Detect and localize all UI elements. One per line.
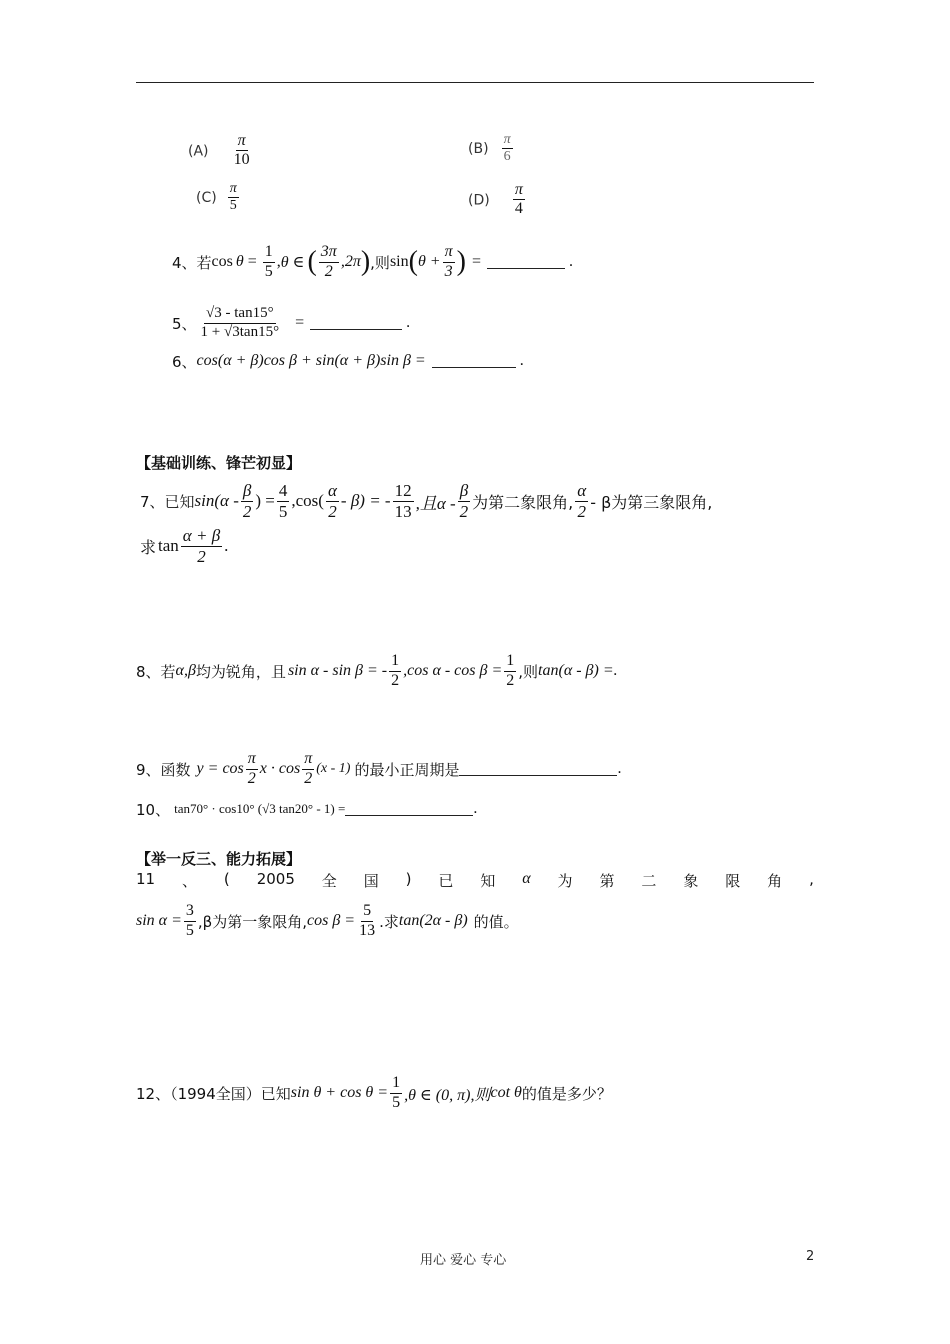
math-text: tan(2α - β) [398, 912, 468, 929]
fraction-numerator: π [502, 132, 513, 149]
question-label: 8、若 [136, 662, 176, 681]
math-text: 为第二象限角, [472, 492, 574, 512]
fraction [302, 750, 314, 788]
fraction-numerator: 3π [319, 243, 339, 262]
paren-left: ( [307, 246, 317, 277]
answer-blank[interactable] [345, 803, 473, 816]
option-d [468, 181, 527, 219]
question-label: 11 [136, 870, 156, 888]
question-8 [136, 648, 618, 694]
math-text: ,cos α - cos β = [403, 662, 503, 679]
question-10 [136, 798, 477, 820]
fraction-numerator: 1 [263, 243, 275, 262]
math-text: ,cos( [291, 491, 324, 510]
fraction-denominator: 3 [444, 262, 453, 280]
fraction-numerator: π [246, 750, 258, 769]
fraction-numerator: α + β [182, 525, 221, 545]
section-heading-advanced: 【举一反三、能力拓展】 [136, 850, 302, 868]
text-token: 象 [683, 872, 699, 890]
math-text: cot θ [490, 1084, 522, 1101]
math-text: - β为第三象限角, [590, 492, 713, 512]
fraction-numerator: β [242, 480, 252, 500]
fraction [389, 652, 401, 690]
fraction-denominator: 5 [264, 262, 273, 280]
math-text: ,β为第一象限角, [197, 912, 307, 931]
fraction-denominator: 2 [506, 671, 515, 689]
fraction-denominator: 5 [185, 921, 194, 939]
fraction-numerator: β [459, 480, 469, 500]
fraction [199, 305, 282, 341]
math-text: cos(α + β)cos β + sin(α + β)sin β = [196, 352, 426, 369]
question-label: 9、函数 [136, 760, 191, 779]
fraction-denominator: 2 [391, 671, 400, 689]
fraction-denominator: 6 [503, 149, 511, 165]
answer-blank[interactable] [432, 355, 516, 368]
fraction-numerator: π [443, 243, 455, 262]
paren-right: ) [360, 246, 371, 277]
math-text: sin θ + cos θ = [290, 1084, 389, 1101]
option-fraction [513, 181, 525, 219]
math-text: , [276, 253, 281, 270]
math-text: 的值。 [473, 912, 519, 931]
math-text: x · cos [259, 760, 301, 777]
text-token: 、 [182, 872, 198, 890]
fraction-numerator: 1 [390, 1074, 402, 1093]
math-text: tan [158, 536, 179, 555]
question-label: 6、 [172, 352, 197, 371]
fraction-denominator: 5 [278, 501, 288, 521]
fraction-numerator: 3 [184, 902, 196, 921]
section-heading-basic: 【基础训练、锋芒初显】 [136, 454, 302, 472]
question-11-line-2 [136, 898, 519, 944]
text-token: 知 [480, 872, 496, 890]
header-rule [136, 82, 814, 83]
question-label: 4、若 [172, 253, 212, 272]
option-label: (A) [188, 143, 209, 160]
option-fraction [232, 132, 252, 170]
text-token: 2005 [256, 870, 295, 888]
page-number: 2 [806, 1249, 815, 1264]
question-6 [172, 350, 524, 372]
math-text: ,则 [370, 253, 390, 272]
math-text: ,2π [340, 253, 361, 270]
text-token: ( [223, 870, 230, 888]
option-c [196, 181, 241, 214]
fraction [443, 243, 455, 281]
text-token: 第 [599, 872, 615, 890]
fraction-numerator: 12 [394, 480, 412, 500]
text-token: 国 [363, 872, 379, 890]
answer-blank[interactable] [310, 317, 402, 330]
option-label: (D) [468, 192, 490, 209]
question-label: 5、 [172, 314, 197, 333]
text-token: α [522, 870, 531, 887]
footer-slogan: 用心 爱心 专心 [420, 1253, 507, 1268]
fraction-denominator: 2 [197, 546, 206, 566]
question-11-line-1 [136, 870, 814, 891]
math-text: 均为锐角，且 [195, 662, 286, 681]
paren-left: ( [408, 246, 418, 277]
fraction [241, 481, 254, 521]
math-text: α,β [175, 662, 196, 679]
math-text: . [224, 536, 229, 555]
question-7-line-2 [140, 524, 228, 568]
math-text: tan(α - β) =. [538, 662, 618, 679]
fraction-numerator: π [513, 181, 525, 200]
fraction-numerator: π [228, 181, 239, 198]
fraction-denominator: 10 [233, 151, 250, 169]
fraction-numerator: 4 [278, 480, 288, 500]
answer-blank[interactable] [459, 763, 617, 776]
option-label: (C) [196, 190, 217, 207]
question-label: 12、（1994全国）已知 [136, 1084, 291, 1103]
question-5 [172, 300, 410, 346]
fraction-denominator: 2 [459, 501, 469, 521]
option-a [188, 132, 254, 170]
fraction-numerator: 1 [504, 652, 516, 671]
fraction [277, 481, 290, 521]
question-4 [172, 238, 573, 286]
math-text: .求 [379, 912, 399, 931]
option-fraction [228, 181, 239, 214]
fraction [184, 902, 196, 940]
text-token: 已 [438, 872, 454, 890]
fraction [263, 243, 275, 281]
fraction-numerator: 1 [389, 652, 401, 671]
math-text: . [568, 253, 573, 270]
fraction-numerator: π [236, 132, 248, 151]
math-text: = [295, 314, 305, 331]
math-text: . [617, 760, 622, 777]
fraction-denominator: 5 [392, 1093, 401, 1111]
math-text: . [473, 800, 478, 817]
fraction-numerator: π [302, 750, 314, 769]
question-7 [140, 478, 712, 524]
fraction-denominator: 13 [359, 921, 376, 939]
fraction-numerator: α [327, 480, 337, 500]
math-text: sin α - sin β = - [287, 662, 388, 679]
fraction [390, 1074, 402, 1112]
text-token: 二 [641, 872, 657, 890]
fraction [575, 481, 588, 521]
math-text: θ [235, 253, 244, 270]
fraction-denominator: 13 [394, 501, 412, 521]
fraction [357, 902, 377, 940]
option-b [468, 132, 515, 165]
math-text: sin(α - [194, 491, 239, 510]
math-text: ,θ ∈ (0, π),则 [404, 1086, 491, 1104]
math-text: cos β = [307, 912, 356, 929]
math-text: = [247, 253, 257, 270]
fraction-denominator: 2 [324, 262, 333, 280]
fraction-denominator: 2 [247, 769, 256, 787]
fraction-numerator: α [577, 480, 587, 500]
fraction [319, 243, 339, 281]
math-text: cos [211, 253, 233, 270]
fraction-denominator: 2 [242, 501, 252, 521]
math-text: tan70° · cos10° (√3 tan20° - 1) = [174, 801, 346, 816]
fraction [393, 481, 414, 521]
question-label: 7、已知 [140, 492, 195, 511]
fraction [504, 652, 516, 690]
fraction-numerator: 5 [361, 902, 373, 921]
question-12 [136, 1070, 612, 1116]
text-token: ) [405, 870, 412, 888]
question-9 [136, 746, 621, 792]
fraction-denominator: 2 [577, 501, 586, 521]
math-text: y = cos [196, 760, 244, 777]
text-token: 为 [557, 872, 573, 890]
math-text: 的值是多少？ [521, 1084, 612, 1103]
math-text: = [471, 253, 481, 270]
question-label: 10、 [136, 800, 171, 819]
text-token: , [809, 870, 814, 888]
math-text: - β) = - [340, 491, 391, 510]
math-text: ,则 [518, 662, 539, 681]
text-token: 全 [321, 872, 337, 890]
math-text: 求 [140, 537, 157, 557]
fraction [326, 481, 339, 521]
math-text: θ ∈ [280, 254, 305, 271]
text-token: 角 [767, 872, 783, 890]
fraction-denominator: 4 [514, 200, 523, 218]
math-text: (x - 1) [316, 761, 351, 776]
math-text: sin α = [136, 912, 182, 929]
math-text: ,且α - [415, 493, 456, 513]
math-text: θ + [417, 253, 441, 270]
option-label: (B) [468, 141, 489, 158]
fraction-denominator: 2 [328, 501, 337, 521]
math-text: 的最小正周期是 [354, 760, 460, 779]
fraction-denominator: 2 [304, 769, 313, 787]
text-token: 限 [725, 872, 741, 890]
fraction [246, 750, 258, 788]
fraction-denominator: 5 [229, 198, 237, 214]
paren-right: ) [456, 246, 466, 277]
option-fraction [502, 132, 513, 165]
math-text: ) = [255, 491, 275, 510]
fraction [458, 481, 471, 521]
fraction-denominator: 1 + √3tan15° [200, 323, 280, 340]
fraction [181, 526, 222, 566]
fraction-numerator: √3 - tan15° [204, 305, 276, 323]
math-text: . [406, 314, 411, 331]
math-text: sin [389, 253, 409, 270]
answer-blank[interactable] [487, 256, 565, 269]
math-text: . [519, 352, 524, 369]
